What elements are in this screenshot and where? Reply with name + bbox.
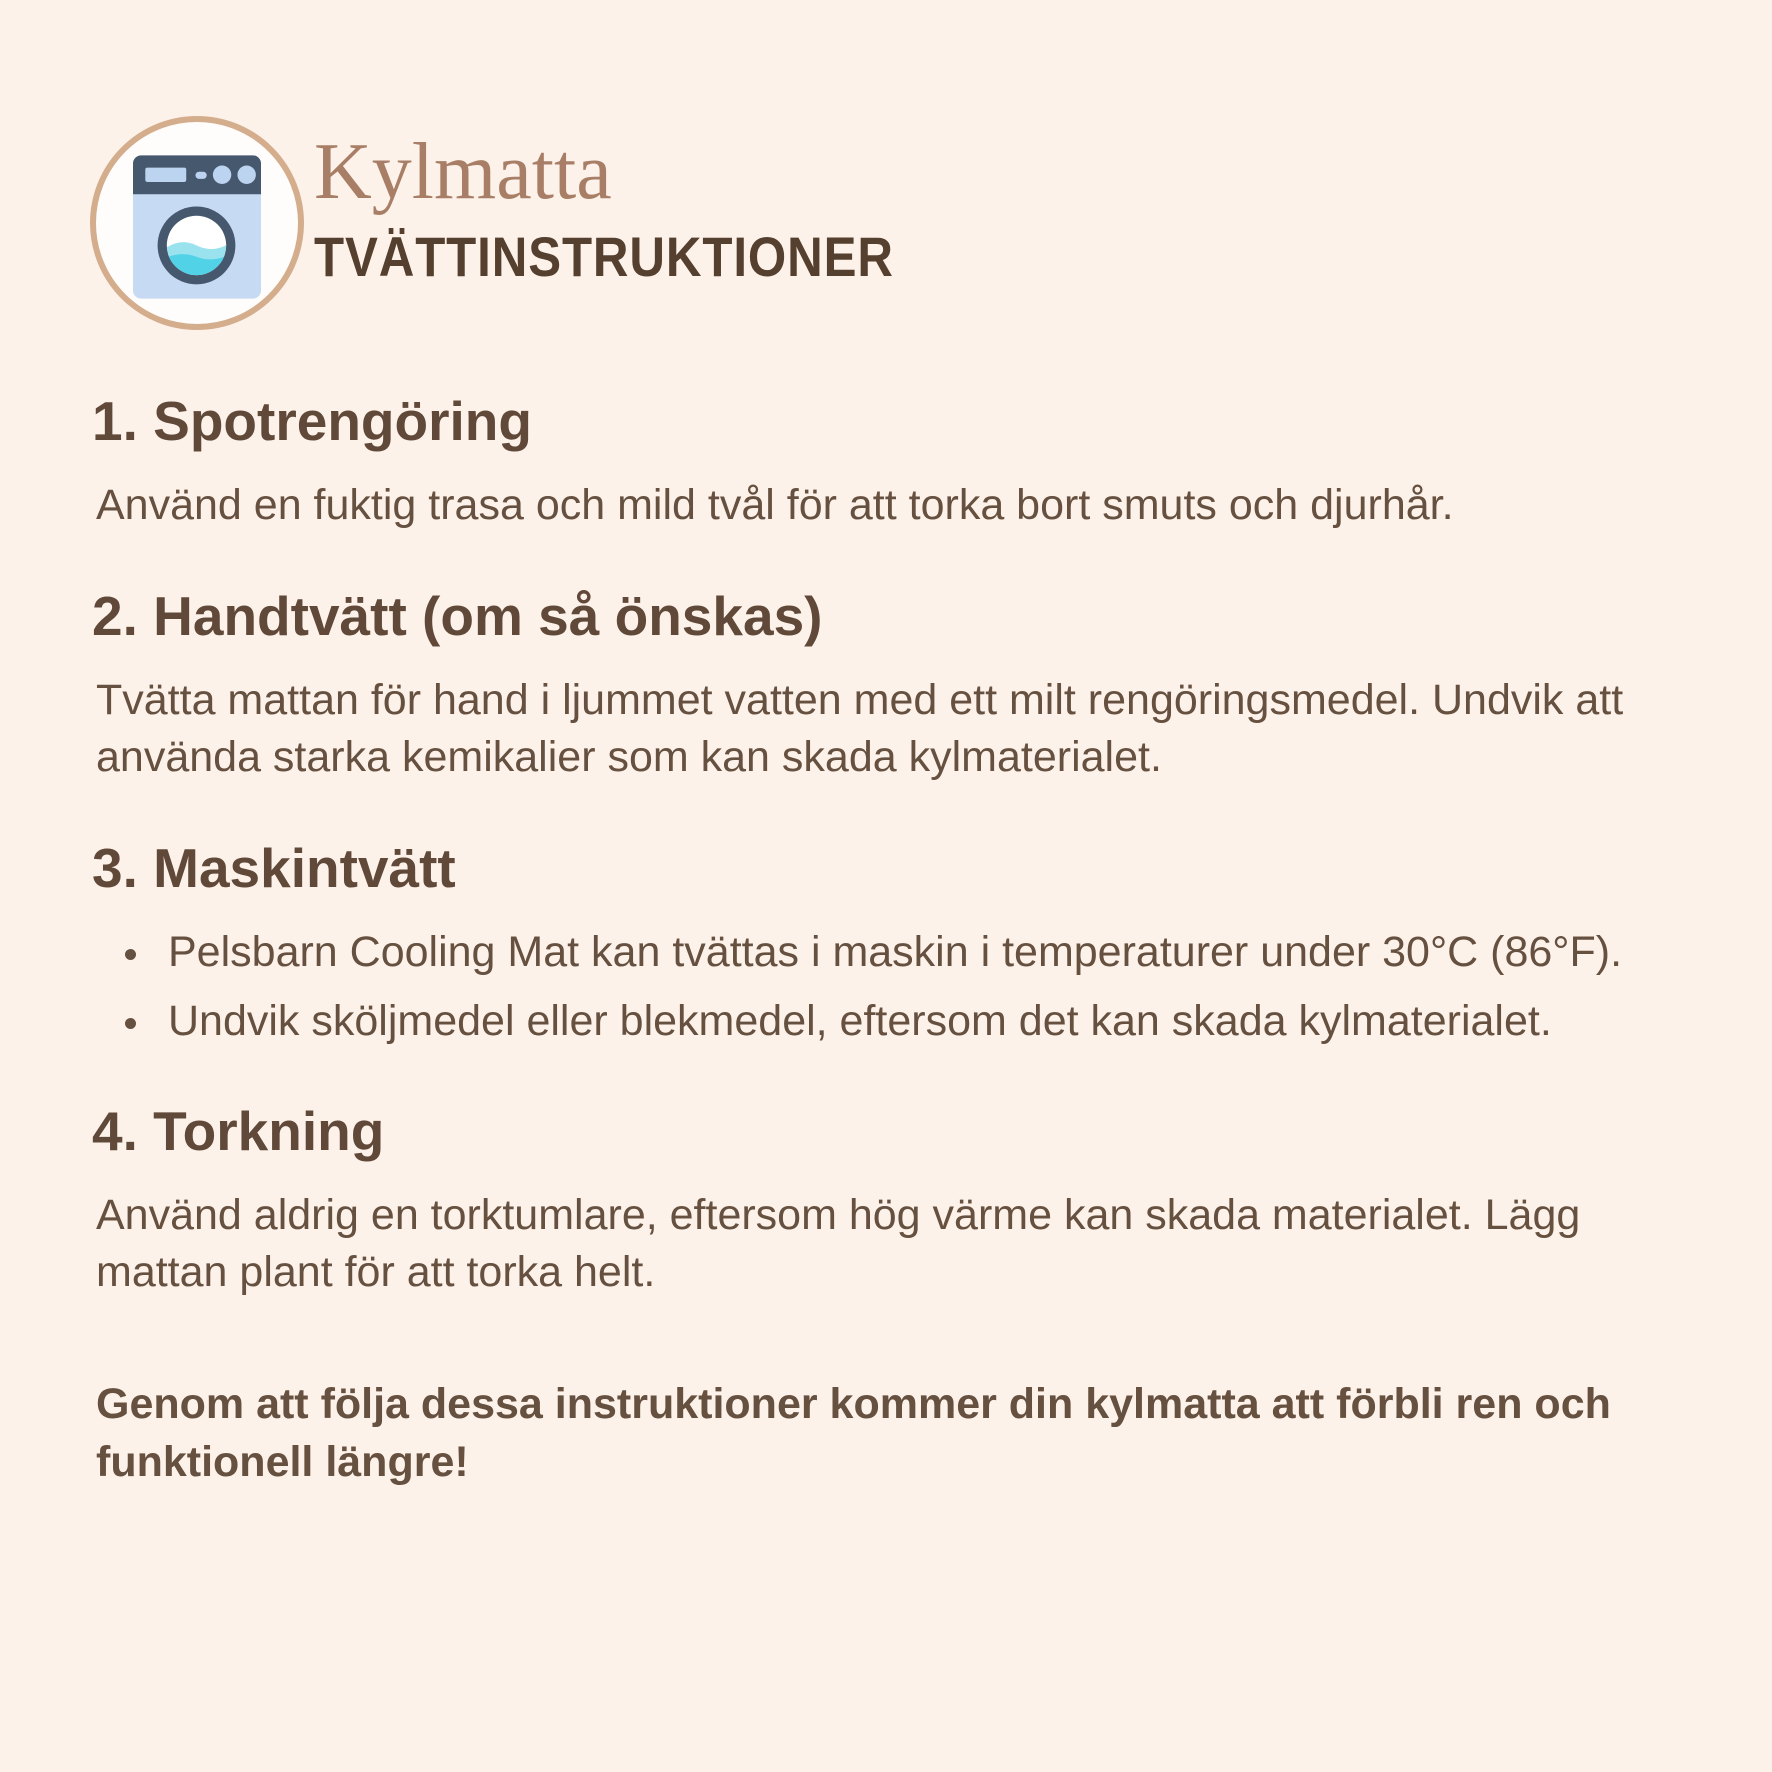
section-paragraph: Använd en fuktig trasa och mild tvål för att torka bort smuts och djurhår. xyxy=(96,481,1454,530)
bullet-item: • Undvik sköljmedel eller blekmedel, eftersom det kan skada kylmaterialet. xyxy=(154,993,1698,1050)
closing-note: Genom att följa dessa instruktioner kommer din kylmatta att förbli ren och funktionell längre! xyxy=(96,1379,1611,1486)
logo-circle xyxy=(90,116,304,330)
section-heading: 2. Handtvätt (om så önskas) xyxy=(92,584,823,647)
title-block xyxy=(314,130,973,289)
section-bullet-list xyxy=(92,924,1698,1050)
brand-title: Kylmatta xyxy=(314,128,612,216)
section-paragraph: Använd aldrig en torktumlare, eftersom hög värme kan skada materialet. Lägg mattan plant för att torka helt. xyxy=(96,1190,1581,1297)
bullet-item: • Pelsbarn Cooling Mat kan tvättas i maskin i temperaturer under 30°C (86°F). xyxy=(154,924,1698,981)
instruction-section xyxy=(92,583,1698,787)
instruction-section xyxy=(92,835,1698,1050)
instruction-section xyxy=(92,1098,1698,1302)
instruction-section xyxy=(92,388,1698,535)
instructions xyxy=(92,388,1698,1491)
washing-machine-icon xyxy=(133,155,261,299)
section-heading: 3. Maskintvätt xyxy=(92,837,456,900)
page-title: TVÄTTINSTRUKTIONER xyxy=(314,225,894,288)
section-heading: 4. Torkning xyxy=(92,1099,385,1162)
section-paragraph: Tvätta mattan för hand i ljummet vatten med ett milt rengöringsmedel. Undvik att använda starka kemikalier som kan skada kylmaterialet. xyxy=(96,675,1624,782)
section-heading: 1. Spotrengöring xyxy=(92,390,532,452)
